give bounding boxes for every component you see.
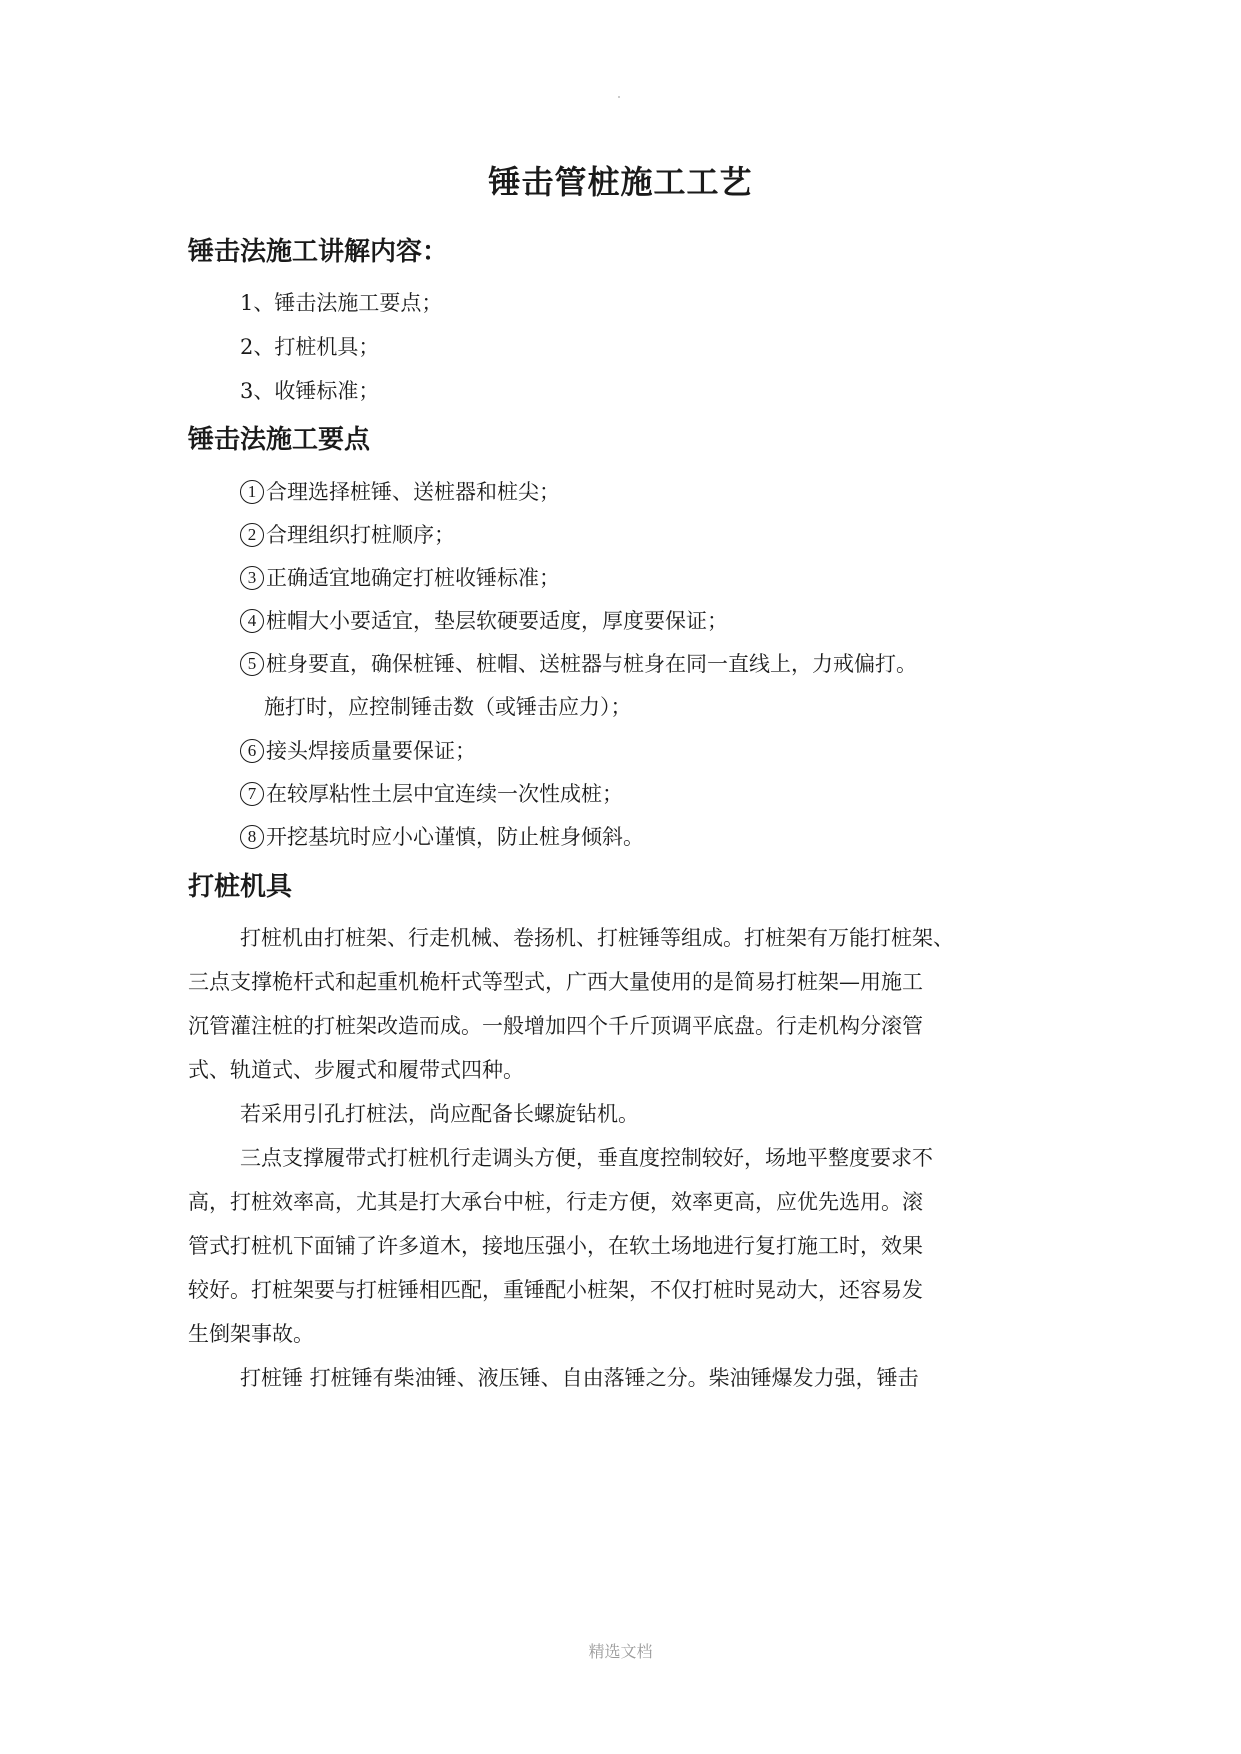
section-heading-contents: 锤击法施工讲解内容： — [188, 237, 449, 267]
key-point-text: 桩身要直，确保桩锤、桩帽、送桩器与桩身在同一直线上，力戒偏打。 — [266, 652, 917, 676]
key-point-text: 在较厚粘性土层中宜连续一次性成桩； — [266, 782, 623, 806]
paragraph-line: 管式打桩机下面铺了许多道木，接地压强小，在软土场地进行复打施工时，效果 — [188, 1234, 923, 1258]
circled-number: 8 — [240, 825, 264, 849]
key-point-item — [240, 561, 560, 595]
key-point-item — [240, 604, 728, 638]
page-footer: 精选文档 — [588, 1642, 653, 1661]
paragraph-line: 式、轨道式、步履式和履带式四种。 — [188, 1058, 524, 1082]
paragraph-line: 打桩机由打桩架、行走机械、卷扬机、打桩锤等组成。打桩架有万能打桩架、 — [240, 926, 954, 950]
list-item: 1、锤击法施工要点； — [240, 291, 443, 315]
section-heading-equipment: 打桩机具 — [188, 872, 293, 902]
key-point-item — [240, 647, 917, 681]
key-point-text: 合理选择桩锤、送桩器和桩尖； — [266, 480, 560, 504]
paragraph-line: 沉管灌注桩的打桩架改造而成。一般增加四个千斤顶调平底盘。行走机构分滚管 — [188, 1014, 923, 1038]
key-point-item — [240, 777, 623, 811]
document-title: 锤击管桩施工工艺 — [488, 163, 753, 201]
paragraph-line: 高，打桩效率高，尤其是打大承台中桩，行走方便，效率更高，应优先选用。滚 — [188, 1190, 923, 1214]
key-point-text: 接头焊接质量要保证； — [266, 739, 476, 763]
circled-number: 6 — [240, 739, 264, 763]
key-point-item — [240, 820, 644, 854]
key-point-text: 开挖基坑时应小心谨慎，防止桩身倾斜。 — [266, 825, 644, 849]
key-point-text: 桩帽大小要适宜，垫层软硬要适度，厚度要保证； — [266, 609, 728, 633]
paragraph-line: 生倒架事故。 — [188, 1322, 314, 1346]
paragraph-line: 三点支撑履带式打桩机行走调头方便，垂直度控制较好，场地平整度要求不 — [240, 1146, 933, 1170]
key-point-item — [240, 518, 455, 552]
paragraph-line: 打桩锤 打桩锤有柴油锤、液压锤、自由落锤之分。柴油锤爆发力强，锤击 — [240, 1366, 919, 1390]
circled-number: 1 — [240, 480, 264, 504]
paragraph-line: 三点支撑桅杆式和起重机桅杆式等型式，广西大量使用的是简易打桩架—用施工 — [188, 970, 923, 994]
key-point-text: 正确适宜地确定打桩收锤标准； — [266, 566, 560, 590]
list-item: 2、打桩机具； — [240, 335, 380, 359]
section-heading-key-points: 锤击法施工要点 — [188, 425, 371, 455]
circled-number: 3 — [240, 566, 264, 590]
circled-number: 2 — [240, 523, 264, 547]
paragraph-line: 若采用引孔打桩法，尚应配备长螺旋钻机。 — [240, 1102, 639, 1126]
circled-number: 4 — [240, 609, 264, 633]
list-item: 3、收锤标准； — [240, 379, 380, 403]
paragraph-line: 较好。打桩架要与打桩锤相匹配，重锤配小桩架，不仅打桩时晃动大，还容易发 — [188, 1278, 923, 1302]
key-point-item — [240, 475, 560, 509]
circled-number: 5 — [240, 652, 264, 676]
key-point-text: 合理组织打桩顺序； — [266, 523, 455, 547]
key-point-continuation: 施打时，应控制锤击数（或锤击应力）； — [264, 695, 632, 719]
key-point-item — [240, 734, 476, 768]
circled-number: 7 — [240, 782, 264, 806]
page-marker-dot — [618, 96, 620, 98]
